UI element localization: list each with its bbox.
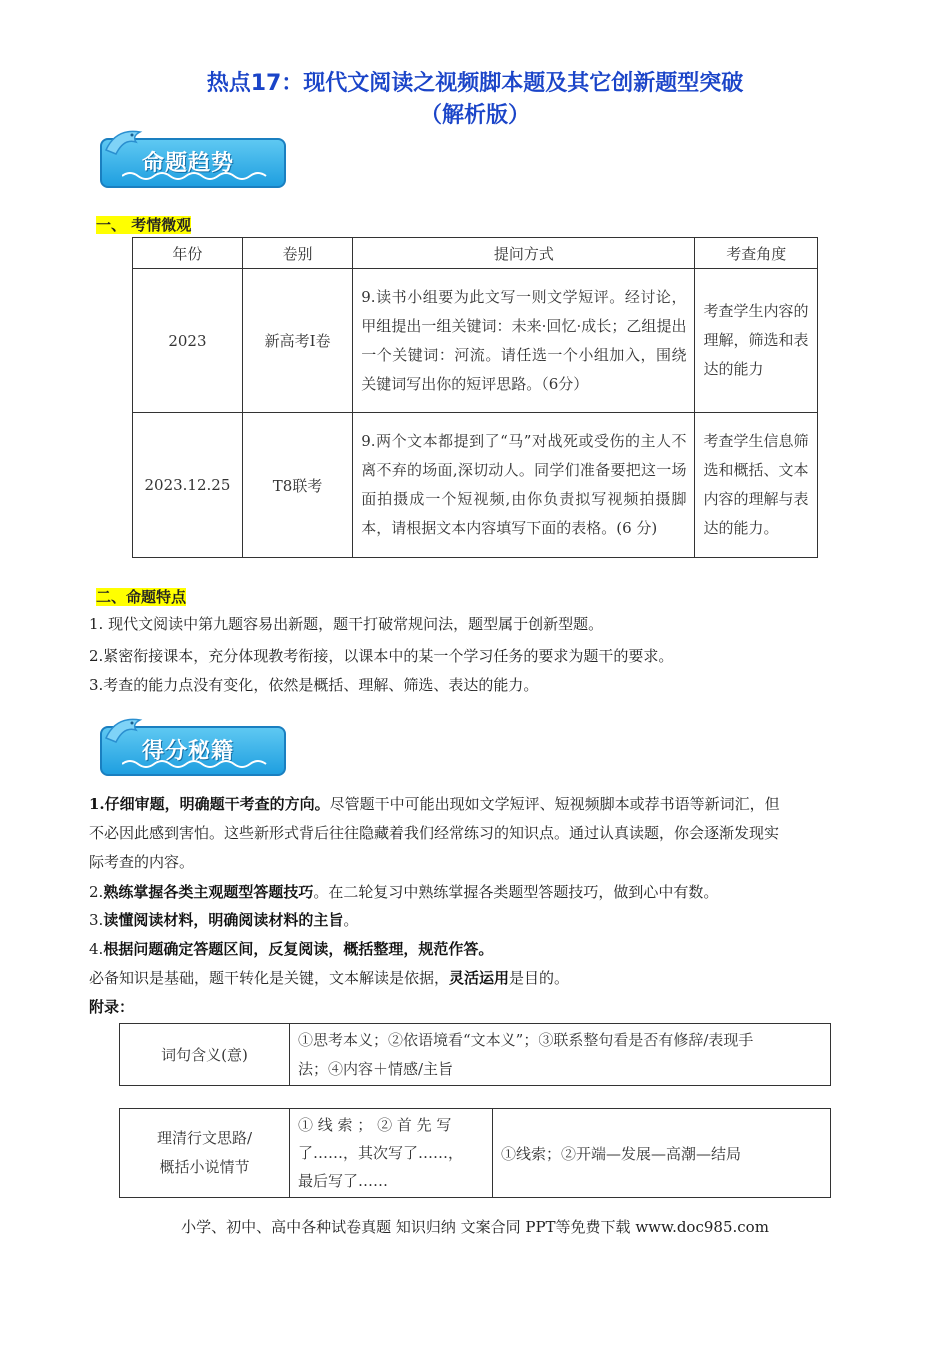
cell-content: ①思考本义；②依语境看“文本义”；③联系整句看是否有修辞/表现手 法；④内容＋情感/主旨 <box>290 1024 831 1086</box>
tip-2: 2.熟练掌握各类主观题型答题技巧。在二轮复习中熟练掌握各类题型答题技巧，做到心中有数。 <box>89 883 719 901</box>
table-row <box>120 1109 831 1198</box>
footer-text: 小学、初中、高中各种试卷真题 知识归纳 文案合同 PPT等免费下载 www.doc985.com <box>181 1218 769 1236</box>
cell-angle: 考查学生信息筛选和概括、文本内容的理解与表达的能力。 <box>695 413 818 558</box>
section-banner-tips <box>100 716 290 778</box>
cell-angle: 考查学生内容的理解，筛选和表达的能力 <box>695 269 818 413</box>
column-header-question: 提问方式 <box>353 238 695 269</box>
exam-table <box>132 237 818 558</box>
dolphin-icon <box>102 124 148 158</box>
section-heading-exam: 一、 考情微观 <box>96 216 192 234</box>
summary: 必备知识是基础，题干转化是关键，文本解读是依据，灵活运用是目的。 <box>89 969 570 987</box>
table-row <box>120 1024 831 1086</box>
tip-1-cont: 际考查的内容。 <box>89 853 195 871</box>
list-item: 2.紧密衔接课本，充分体现教考衔接，以课本中的某一个学习任务的要求为题干的要求。 <box>89 647 674 665</box>
banner-label: 得分秘籍 <box>142 739 235 764</box>
section-banner-trend <box>100 128 290 190</box>
cell-right: ①线索；②开端—发展—高潮—结局 <box>493 1109 831 1198</box>
banner-label: 命题趋势 <box>142 151 235 176</box>
column-header-paper: 卷别 <box>242 238 352 269</box>
tip-1: 1.仔细审题，明确题干考查的方向。尽管题干中可能出现如文学短评、短视频脚本或荐书语等新词汇，但 <box>89 795 780 813</box>
table-row <box>133 269 818 413</box>
cell-question: 9.读书小组要为此文写一则文学短评。经讨论，甲组提出一组关键词：未来·回忆·成长；乙组提出一个关键词：河流。请任选一个小组加入，围绕关键词写出你的短评思路。（6分） <box>353 269 695 413</box>
appendix-table-2 <box>119 1108 831 1198</box>
page-title: 热点17：现代文阅读之视频脚本题及其它创新题型突破 <box>206 71 744 96</box>
column-header-angle: 考查角度 <box>695 238 818 269</box>
wave-icon <box>122 170 272 182</box>
cell-label: 理清行文思路/ 概括小说情节 <box>120 1109 290 1198</box>
column-header-year: 年份 <box>133 238 243 269</box>
section-heading-features: 二、命题特点 <box>96 588 187 606</box>
tip-3: 3.读懂阅读材料，明确阅读材料的主旨。 <box>89 911 359 929</box>
appendix-table-1 <box>119 1023 831 1086</box>
table-header-row <box>133 238 818 269</box>
cell-middle: ① 线 索 ； ② 首 先 写 了……，其次写了……， 最后写了…… <box>290 1109 493 1198</box>
tip-1-cont: 不必因此感到害怕。这些新形式背后往往隐藏着我们经常练习的知识点。通过认真读题，你会逐渐发现实 <box>89 824 780 842</box>
wave-icon <box>122 758 272 770</box>
list-item: 3.考查的能力点没有变化，依然是概括、理解、筛选、表达的能力。 <box>89 676 539 694</box>
cell-paper: T8联考 <box>242 413 352 558</box>
cell-question: 9.两个文本都提到了“马”对战死或受伤的主人不离不弃的场面,深切动人。同学们准备要把这一场面拍摄成一个短视频,由你负责拟写视频拍摄脚本，请根据文本内容填写下面的表格。(6 分) <box>353 413 695 558</box>
cell-paper: 新高考I卷 <box>242 269 352 413</box>
cell-label: 词句含义(意) <box>120 1024 290 1086</box>
page-subtitle: （解析版） <box>419 103 530 128</box>
dolphin-icon <box>102 712 148 746</box>
table-row <box>133 413 818 558</box>
list-item: 1. 现代文阅读中第九题容易出新题，题干打破常规问法，题型属于创新型题。 <box>89 615 604 633</box>
cell-year: 2023 <box>133 269 243 413</box>
appendix-label: 附录： <box>89 998 135 1016</box>
cell-year: 2023.12.25 <box>133 413 243 558</box>
tip-4: 4.根据问题确定答题区间，反复阅读，概括整理，规范作答。 <box>89 940 494 958</box>
